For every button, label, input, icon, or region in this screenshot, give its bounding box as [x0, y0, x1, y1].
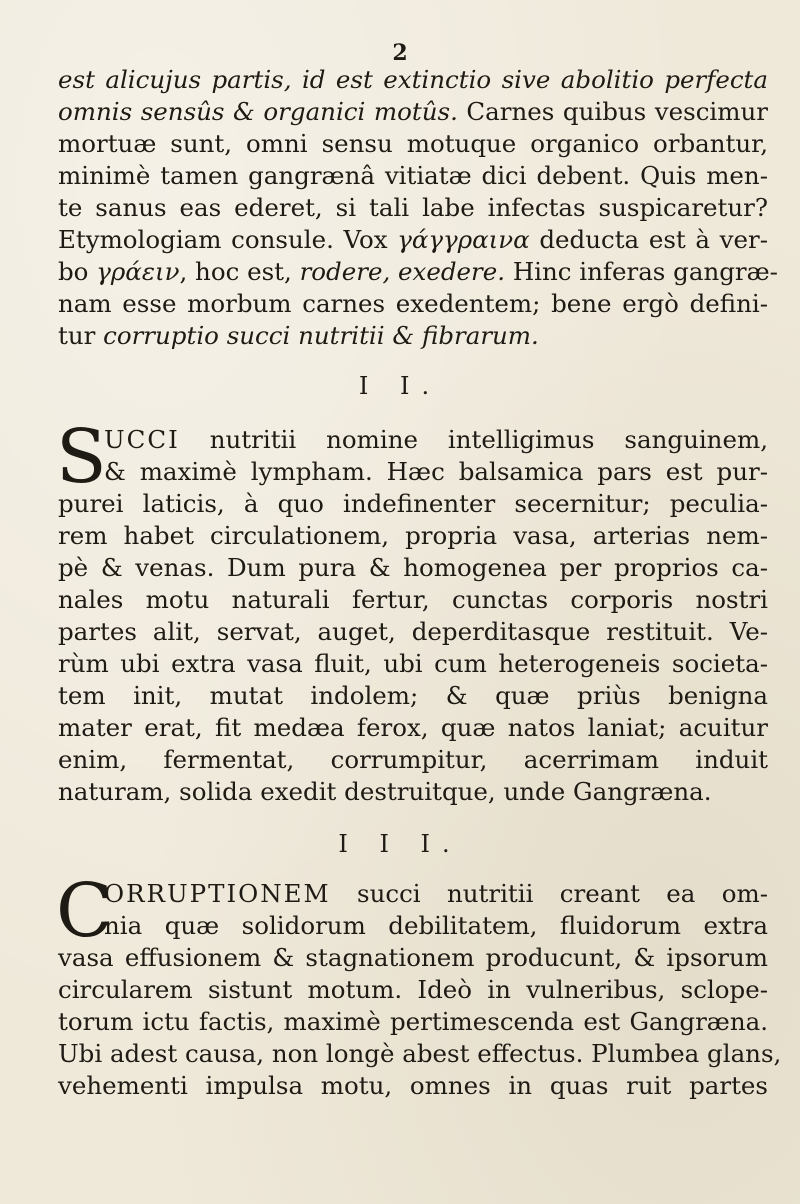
paragraph-line: vasa effusionem & stagnationem producunt, & ipsorum [58, 943, 768, 972]
roman-text: , hoc est, [179, 257, 300, 286]
section-number-ii: I I. [358, 372, 442, 400]
first-word: ORRUPTIONEM [104, 879, 331, 908]
page-number: 2 [392, 40, 408, 66]
paragraph-line: tem init, mutat indolem; & quæ priùs benigna [58, 681, 768, 710]
roman-text: minimè tamen gangrænâ vitiatæ dici debent. Quis men- [58, 161, 768, 190]
line-text: nutritii nomine intelligimus sanguinem, [209, 425, 768, 454]
paragraph-line: vehementi impulsa motu, omnes in quas ruit partes [58, 1071, 768, 1100]
italic-text: omnis sensûs & organici motûs. [58, 97, 458, 126]
paragraph-line [58, 160, 768, 192]
paragraph-line [58, 128, 768, 160]
paragraph-line: partes alit, servat, auget, deperditasque restituit. Ve- [58, 617, 768, 646]
paragraph-line: torum ictu factis, maximè pertimescenda est Gangræna. [58, 1007, 768, 1036]
section-ii-paragraph [58, 424, 768, 808]
italic-text: corruptio succi nutritii & fibrarum. [103, 321, 539, 350]
paragraph-line: enim, fermentat, corrumpitur, acerrimam induit [58, 745, 768, 774]
paragraph-line: rùm ubi extra vasa fluit, ubi cum heterogeneis societa- [58, 649, 768, 678]
roman-text: mortuæ sunt, omni sensu motuque organico orbantur, [58, 129, 768, 158]
roman-text: bo [58, 257, 97, 286]
paragraph-line: mater erat, fit medæa ferox, quæ natos laniat; acuitur [58, 713, 768, 742]
paragraph-line [58, 192, 768, 224]
roman-text: te sanus eas ederet, si tali labe infectas suspicaretur? [58, 193, 768, 222]
roman-text: nam esse morbum carnes exedentem; bene ergò defini- [58, 289, 768, 318]
italic-text: rodere, exedere. [299, 257, 506, 286]
section-number-iii: I I I. [338, 830, 462, 858]
paragraph-line: Ubi adest causa, non longè abest effectus. Plumbea glans, [58, 1039, 782, 1068]
paragraph-line: purei laticis, à quo indefinenter secernitur; peculia- [58, 489, 768, 518]
italic-text: γράειν [96, 257, 180, 286]
section-iii-paragraph [58, 878, 782, 1102]
paragraph-line: circularem sistunt motum. Ideò in vulneribus, sclope- [58, 975, 768, 1004]
roman-text: Hinc inferas gangræ- [505, 257, 778, 286]
paragraph-line: naturam, solida exedit destruitque, unde Gangræna. [58, 777, 712, 806]
drop-cap-s: S [56, 414, 107, 500]
roman-text: deducta est à ver- [529, 225, 768, 254]
italic-text: γάγγραινα [397, 225, 530, 254]
paragraph-line: pè & venas. Dum pura & homogenea per proprios ca- [58, 553, 768, 582]
paragraph-line [58, 288, 768, 320]
paragraph-line [58, 320, 768, 352]
paragraph-line [58, 96, 768, 128]
line-text: succi nutritii creant ea om- [357, 879, 769, 908]
drop-cap-c: C [56, 868, 113, 954]
paragraph-line: nia quæ solidorum debilitatem, fluidorum extra [104, 911, 768, 940]
paragraph-line [104, 424, 768, 456]
paragraph-line [58, 224, 768, 256]
paragraph-line: & maximè lympham. Hæc balsamica pars est pur- [104, 457, 768, 486]
roman-text: Etymologiam consule. Vox [58, 225, 398, 254]
paragraph-line [58, 256, 778, 288]
intro-paragraph [58, 64, 778, 352]
italic-text: est alicujus partis, id est extinctio sive abolitio perfecta [58, 65, 768, 94]
paragraph-line [58, 64, 768, 96]
paragraph-line [104, 878, 768, 910]
paragraph-line: rem habet circulationem, propria vasa, arterias nem- [58, 521, 768, 550]
roman-text: Carnes quibus vescimur [457, 97, 768, 126]
first-word: UCCI [104, 425, 180, 454]
paragraph-line: nales motu naturali fertur, cunctas corporis nostri [58, 585, 768, 614]
roman-text: tur [58, 321, 104, 350]
